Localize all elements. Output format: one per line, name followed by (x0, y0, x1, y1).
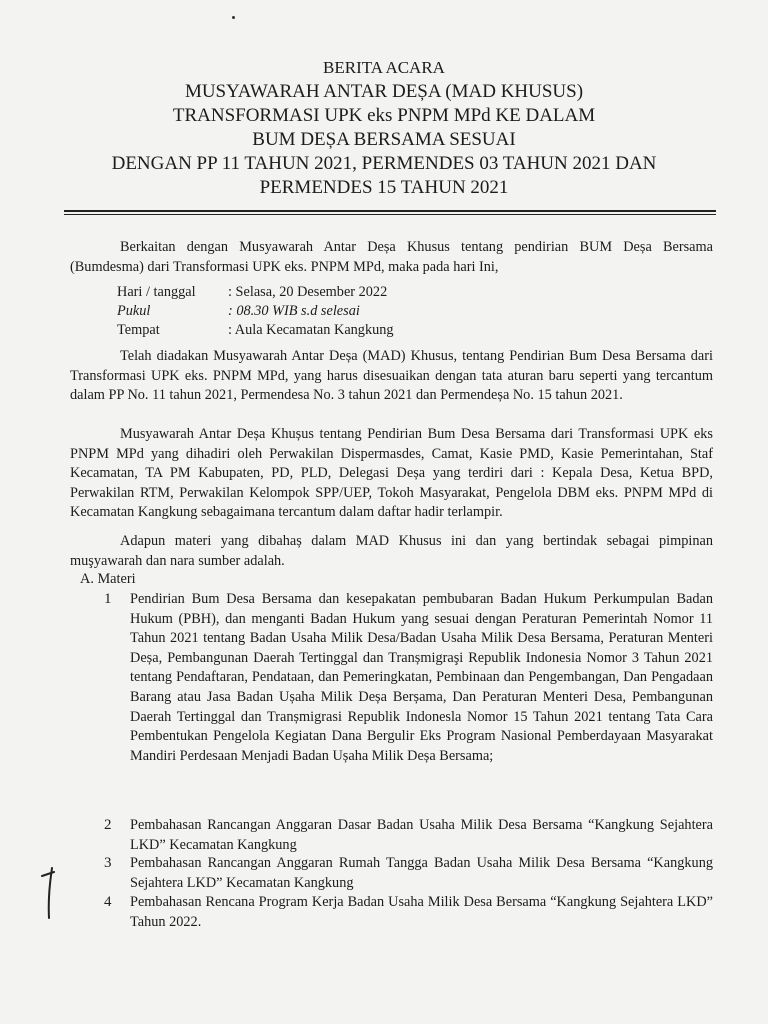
materi-item-1: Pendirian Bum Desa Bersama dan kesepakatan pembubaran Badan Hukum Perkumpulan Badan Hukum (PBH), dan menganti Badan Hukum yang sesuai dengan Peraturan Pemerintah Nomor 11 Tahun 2021 tentang Badan Usaha Milik Desa/Badan Usaha Milik Desa Bersama, Peraturan Menteri Deșa, Pembangunan Daerah Tertinggal dan Tranșmigraşi Republik Indonesia Nomor 3 Tahun 2021 tentang Pendaftaran, Pendataan, dan Pemeringkatan, Pembinaan dan Pengembangan, Dan Pengadaan Barang atau Jasa Badan Ușaha Milik Deșa Berșama, Dan Peraturan Menteri Desa, Pembangunan Daerah Tertinggal dan Tranșmigrasi Republik Indonesla Nomor 15 Tahun 2021 tentang Tata Cara Pembentukan Pengelola Kegiatan Dana Bergulir Eks Program Nasional Pemberdayaan Masyarakat Mandiri Perdesaan Menjadi Badan Ușaha Milik Deșa Bersama; (130, 591, 713, 764)
item-number: 4 (104, 894, 112, 910)
title-line-6: PERMENDES 15 TAHUN 2021 (259, 177, 509, 198)
title-line-1: BERITA ACARA (323, 58, 445, 77)
title-rule-thick (64, 210, 716, 212)
paragraph-text: Telah diadakan Musyawarah Antar Deșa (MAD) Khusus, tentang Pendirian Bum Desa Bersama dari Transformasi UPK eks. PNPM MPd, yang harus disesuaikan dengan tata aturan baru seperti yang tercantum dalam PP No. 11 tahun 2021, Permendesa No. 3 tahun 2021 dan Permendeșa No. 15 tahun 2021. (70, 348, 713, 403)
item-number: 3 (104, 855, 112, 871)
detail-value: : Selasa, 20 Desember 2022 (228, 284, 388, 300)
title-line-5: DENGAN PP 11 TAHUN 2021, PERMENDES 03 TAHUN 2021 DAN (111, 153, 657, 174)
paragraph-text: Musyawarah Antar Deșa Khușus tentang Pendirian Bum Desa Bersama dari Transformasi UPK eks PNPM MPd yang dihadiri oleh Perwakilan Dispermasdes, Camat, Kasie PMD, Kasie Pemerintahan, Staf Kecamatan, TA PM Kabupaten, PD, PLD, Delegasi Deșa yang terdiri dari : Kepala Desa, Ketua BPD, Perwakilan RTM, Perwakilan Kelompok SPP/UEP, Tokoh Masyarakat, Pengelola DBM eks. PNPM MPd di Kecamatan Kangkung sebagaimana tercantum dalam daftar hadir terlampir. (70, 426, 713, 520)
title-line-3: TRANSFORMASI UPK eks PNPM MPd KE DALAM (172, 105, 596, 126)
title-rule-thin (64, 214, 716, 215)
intro-paragraph (70, 238, 713, 277)
detail-value: : Aula Kecamatan Kangkung (228, 322, 394, 338)
detail-label: Pukul (117, 303, 151, 319)
title-line-4: BUM DEȘA BERSAMA SESUAI (252, 129, 516, 150)
title-line-2: MUSYAWARAH ANTAR DEȘA (MAD KHUSUS) (184, 81, 584, 102)
detail-label: Tempat (117, 322, 160, 338)
paragraph-text: Adapun materi yang dibahaș dalam MAD Khusus ini dan yang bertindak sebagai pimpinan muşyawarah dan nara sumber adalah. (70, 533, 713, 569)
handwritten-check-mark (36, 862, 64, 922)
speck (232, 16, 235, 19)
materi-item-3: Pembahasan Rancangan Anggaran Rumah Tangga Badan Usaha Milik Desa Bersama “Kangkung Sejahtera LKD” Kecamatan Kangkung (130, 855, 713, 891)
paragraph-held (70, 347, 713, 406)
paragraph-materials (70, 532, 713, 571)
detail-label: Hari / tanggal (117, 284, 196, 300)
item-number: 2 (104, 817, 112, 833)
section-a-heading: A. Materi (80, 571, 136, 587)
paragraph-attendees (70, 425, 713, 523)
detail-value: : 08.30 WIB s.d selesai (228, 303, 360, 319)
document-title (0, 56, 768, 200)
materi-item-2: Pembahasan Rancangan Anggaran Dasar Badan Usaha Milik Desa Bersama “Kangkung Sejahtera LKD” Kecamatan Kangkung (130, 817, 713, 853)
materi-item-4: Pembahasan Rencana Program Kerja Badan Usaha Milik Desa Bersama “Kangkung Sejahtera LKD” Tahun 2022. (130, 894, 713, 930)
intro-text: Berkaitan dengan Musyawarah Antar Deșa Khusus tentang pendirian BUM Deșa Bersama (Bumdesma) dari Transformasi UPK eks. PNPM MPd, maka pada hari Ini, (70, 239, 713, 275)
item-number: 1 (104, 591, 112, 607)
